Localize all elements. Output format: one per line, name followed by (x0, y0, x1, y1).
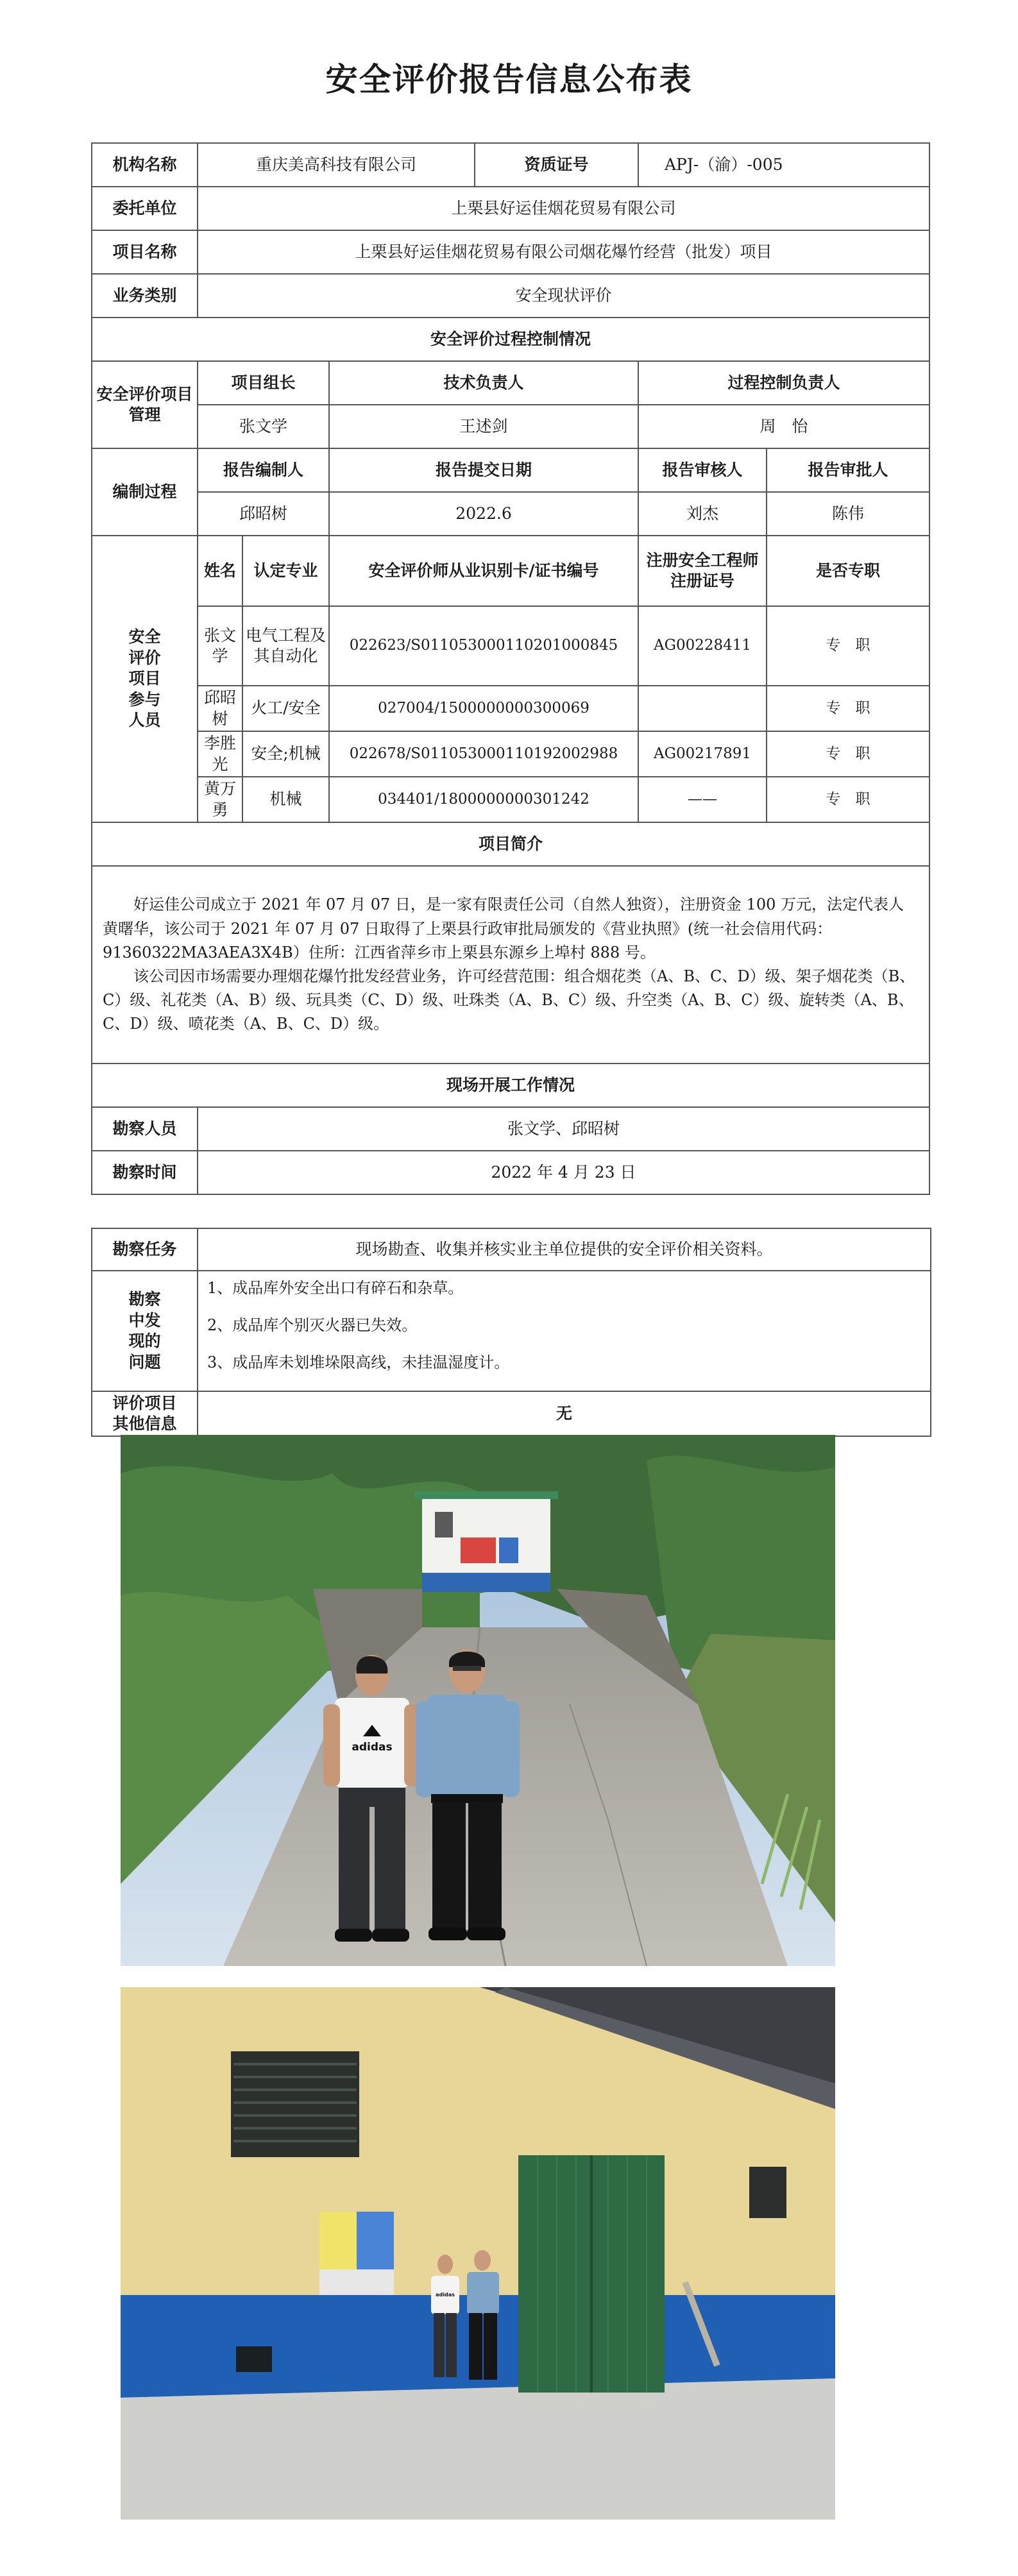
site-photo-warehouse (121, 1987, 835, 2520)
shirt-logo-text: adidas (352, 1741, 393, 1754)
other-value: 无 (198, 1391, 931, 1436)
col-full: 是否专职 (767, 536, 929, 606)
issues-label: 勘察中发现的问题 (92, 1271, 198, 1391)
col-tech: 技术负责人 (329, 361, 638, 405)
staff-major: 机械 (242, 777, 329, 822)
client-value: 上栗县好运佳烟花贸易有限公司 (198, 187, 929, 230)
staff-reg: AG00228411 (638, 606, 767, 686)
staff-reg (638, 686, 767, 731)
approver-value: 陈伟 (767, 492, 929, 536)
survey-table (91, 1228, 931, 1437)
issues-list (198, 1271, 931, 1391)
intro-body (92, 866, 929, 1063)
staff-cert: 027004/1500000000300069 (329, 686, 638, 731)
type-value: 安全现状评价 (198, 274, 929, 318)
table-row (92, 777, 929, 822)
col-cert: 安全评价师从业识别卡/证书编号 (329, 536, 638, 606)
report-info-table (91, 142, 930, 1195)
staff-major: 火工/安全 (242, 686, 329, 731)
col-compiler: 报告编制人 (198, 448, 329, 492)
staff-full: 专 职 (767, 731, 929, 777)
org-value: 重庆美高科技有限公司 (198, 143, 475, 187)
cert-label: 资质证号 (475, 143, 638, 187)
staff-name: 邱昭树 (198, 686, 242, 731)
col-date: 报告提交日期 (329, 448, 638, 492)
compile-label: 编制过程 (92, 448, 198, 536)
mgmt-label: 安全评价项目管理 (92, 361, 198, 448)
warehouse-photo-illustration (121, 1987, 835, 2520)
table-row (92, 731, 929, 777)
col-leader: 项目组长 (198, 361, 329, 405)
list-item: 1、成品库外安全出口有碎石和杂草。 (207, 1279, 464, 1297)
shirt-logo-text: adidas (436, 2292, 455, 2298)
col-major: 认定专业 (242, 536, 329, 606)
staff-cert: 022623/S011053000110201000845 (329, 606, 638, 686)
date-value: 2022.6 (329, 492, 638, 536)
task-label: 勘察任务 (92, 1228, 198, 1271)
col-approver: 报告审批人 (767, 448, 929, 492)
table-row (92, 606, 929, 686)
reviewer-value: 刘杰 (638, 492, 767, 536)
site-photo-road (121, 1435, 835, 1966)
col-process: 过程控制负责人 (638, 361, 929, 405)
process-value: 周 怡 (638, 405, 929, 448)
staff-reg: —— (638, 777, 767, 822)
time-label: 勘察时间 (92, 1151, 198, 1194)
page-title: 安全评价报告信息公布表 (325, 61, 693, 98)
staff-name: 李胜光 (198, 731, 242, 777)
project-label: 项目名称 (92, 230, 198, 274)
type-label: 业务类别 (92, 274, 198, 318)
leader-value: 张文学 (198, 405, 329, 448)
control-section-title: 安全评价过程控制情况 (92, 318, 929, 361)
survey-label: 勘察人员 (92, 1107, 198, 1151)
staff-full: 专 职 (767, 606, 929, 686)
other-label: 评价项目其他信息 (92, 1391, 198, 1436)
time-value: 2022 年 4 月 23 日 (198, 1151, 929, 1194)
tech-value: 王述剑 (329, 405, 638, 448)
staff-cert: 022678/S011053000110192002988 (329, 731, 638, 777)
org-label: 机构名称 (92, 143, 198, 187)
task-value: 现场勘查、收集并核实业主单位提供的安全评价相关资料。 (198, 1228, 931, 1271)
intro-title: 项目简介 (92, 822, 929, 866)
survey-value: 张文学、邱昭树 (198, 1107, 929, 1151)
project-value: 上栗县好运佳烟花贸易有限公司烟花爆竹经营（批发）项目 (198, 230, 929, 274)
client-label: 委托单位 (92, 187, 198, 230)
site-title: 现场开展工作情况 (92, 1063, 929, 1107)
intro-paragraph: 该公司因市场需要办理烟花爆竹批发经营业务，许可经营范围：组合烟花类（A、B、C、D）级、架子烟花类（B、C）级、礼花类（A、B）级、玩具类（C、D）级、吐珠类（A、B、C）级、升空类（A、B、C）级、旋转类（A、B、C、D）级、喷花类（A、B、C、D）级。 (103, 967, 915, 1033)
staff-reg: AG00217891 (638, 731, 767, 777)
staff-full: 专 职 (767, 777, 929, 822)
staff-label: 安全评价项目参与人员 (92, 536, 198, 822)
col-name: 姓名 (198, 536, 242, 606)
intro-paragraph: 好运佳公司成立于 2021 年 07 月 07 日，是一家有限责任公司（自然人独资），注册资金 100 万元，法定代表人黄曙华，该公司于 2021 年 07 月 07 日取得了上栗县行政审批局颁发的《营业执照》(统一社会信用代码：91360322MA3AEA3X4B）住所：江西省萍乡市上栗县东源乡上埠村 888 号。 (103, 895, 904, 962)
staff-name: 黄万勇 (198, 777, 242, 822)
staff-name: 张文学 (198, 606, 242, 686)
cert-value: APJ-（渝）-005 (638, 143, 929, 187)
col-reviewer: 报告审核人 (638, 448, 767, 492)
compiler-value: 邱昭树 (198, 492, 329, 536)
staff-full: 专 职 (767, 686, 929, 731)
staff-cert: 034401/1800000000301242 (329, 777, 638, 822)
list-item: 2、成品库个别灭火器已失效。 (207, 1316, 418, 1334)
staff-major: 电气工程及其自动化 (242, 606, 329, 686)
staff-major: 安全;机械 (242, 731, 329, 777)
table-row (92, 686, 929, 731)
road-photo-illustration (121, 1435, 835, 1966)
list-item: 3、成品库未划堆垛限高线，未挂温湿度计。 (207, 1353, 510, 1371)
col-reg: 注册安全工程师注册证号 (638, 536, 767, 606)
